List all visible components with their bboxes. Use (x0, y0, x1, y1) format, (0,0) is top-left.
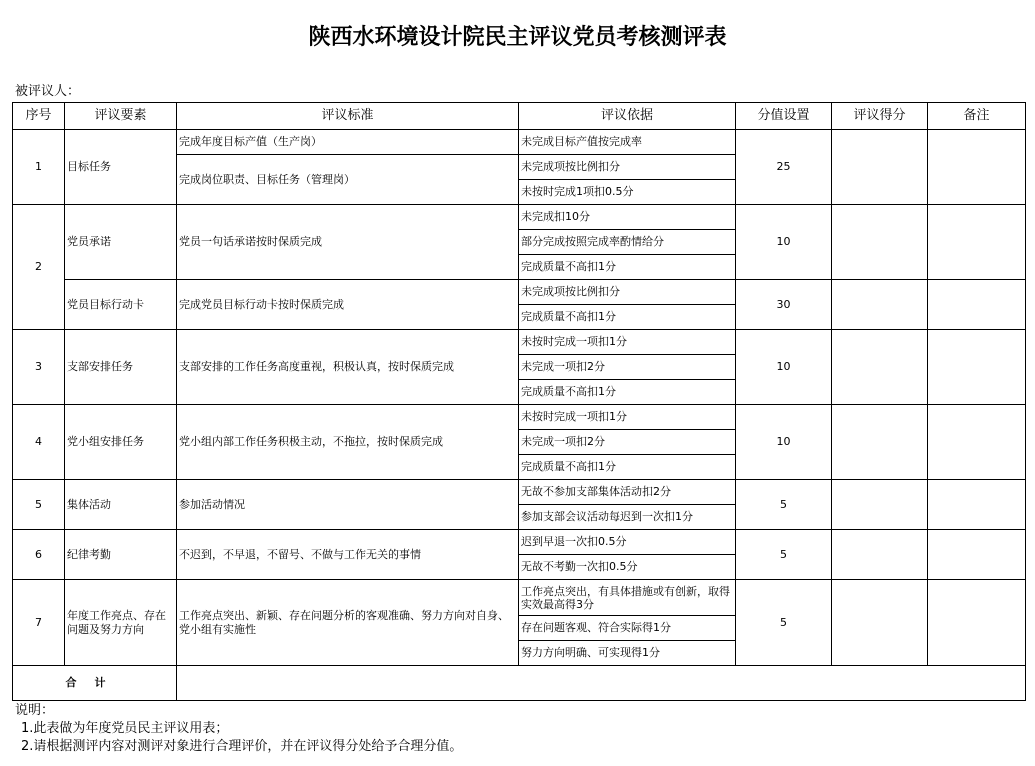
row-score-set: 10 (736, 330, 832, 405)
row-element: 支部安排任务 (65, 330, 177, 405)
score-given-cell[interactable] (832, 205, 928, 280)
row-score-set: 10 (736, 405, 832, 480)
row-element: 党员承诺 (65, 205, 177, 280)
row-basis: 未按时完成一项扣1分 (519, 330, 736, 355)
remarks-cell[interactable] (928, 130, 1026, 205)
row-basis: 未按时完成1项扣0.5分 (519, 180, 736, 205)
row-basis: 未完成扣10分 (519, 205, 736, 230)
score-given-cell[interactable] (832, 280, 928, 330)
table-row (13, 580, 1026, 616)
row-standard: 完成岗位职责、目标任务（管理岗） (177, 155, 519, 205)
table-row (13, 330, 1026, 355)
row-basis: 完成质量不高扣1分 (519, 455, 736, 480)
row-basis: 努力方向明确、可实现得1分 (519, 641, 736, 666)
row-score-set: 5 (736, 580, 832, 666)
score-given-cell[interactable] (832, 580, 928, 666)
row-element: 年度工作亮点、存在问题及努力方向 (65, 580, 177, 666)
row-basis: 未完成一项扣2分 (519, 430, 736, 455)
remarks-cell[interactable] (928, 205, 1026, 280)
row-basis: 未完成项按比例扣分 (519, 155, 736, 180)
row-basis: 未完成目标产值按完成率 (519, 130, 736, 155)
row-basis: 工作亮点突出，有具体措施或有创新，取得实效最高得3分 (519, 580, 736, 616)
evaluatee-label: 被评议人： (15, 84, 81, 99)
table-row (13, 530, 1026, 555)
row-score-set: 5 (736, 530, 832, 580)
notes-heading: 说明： (15, 703, 55, 718)
row-basis: 无故不参加支部集体活动扣2分 (519, 480, 736, 505)
row-basis: 完成质量不高扣1分 (519, 380, 736, 405)
remarks-cell[interactable] (928, 580, 1026, 666)
table-row (13, 480, 1026, 505)
row-element: 党小组安排任务 (65, 405, 177, 480)
row-no: 2 (13, 205, 65, 330)
table-row (13, 130, 1026, 155)
remarks-cell[interactable] (928, 280, 1026, 330)
row-basis: 完成质量不高扣1分 (519, 255, 736, 280)
remarks-cell[interactable] (928, 480, 1026, 530)
total-value-cell[interactable] (177, 666, 1026, 701)
score-given-cell[interactable] (832, 530, 928, 580)
row-score-set: 30 (736, 280, 832, 330)
remarks-cell[interactable] (928, 330, 1026, 405)
row-element: 目标任务 (65, 130, 177, 205)
header-score-set: 分值设置 (736, 103, 832, 130)
score-given-cell[interactable] (832, 480, 928, 530)
row-score-set: 10 (736, 205, 832, 280)
row-basis: 无故不考勤一次扣0.5分 (519, 555, 736, 580)
row-basis: 部分完成按照完成率酌情给分 (519, 230, 736, 255)
row-element: 纪律考勤 (65, 530, 177, 580)
row-standard: 党员一句话承诺按时保质完成 (177, 205, 519, 280)
row-standard: 不迟到，不早退，不留号、不做与工作无关的事情 (177, 530, 519, 580)
row-standard: 支部安排的工作任务高度重视，积极认真，按时保质完成 (177, 330, 519, 405)
row-basis: 未完成项按比例扣分 (519, 280, 736, 305)
row-basis: 参加支部会议活动每迟到一次扣1分 (519, 505, 736, 530)
row-standard: 工作亮点突出、新颖、存在问题分析的客观准确、努力方向对自身、党小组有实施性 (177, 580, 519, 666)
score-given-cell[interactable] (832, 405, 928, 480)
header-row (13, 103, 1026, 130)
row-no: 5 (13, 480, 65, 530)
row-basis: 未完成一项扣2分 (519, 355, 736, 380)
note-item: 2.请根据测评内容对测评对象进行合理评价，并在评议得分处给予合理分值。 (21, 739, 463, 754)
row-score-set: 25 (736, 130, 832, 205)
row-no: 4 (13, 405, 65, 480)
row-standard: 完成年度目标产值（生产岗） (177, 130, 519, 155)
header-remarks: 备注 (928, 103, 1026, 130)
table-row (13, 205, 1026, 230)
header-standard: 评议标准 (177, 103, 519, 130)
table-row (13, 280, 1026, 305)
total-label: 合计 (13, 666, 177, 701)
form-title: 陕西水环境设计院民主评议党员考核测评表 (308, 25, 727, 50)
note-item: 1.此表做为年度党员民主评议用表； (21, 721, 229, 736)
row-no: 1 (13, 130, 65, 205)
score-given-cell[interactable] (832, 130, 928, 205)
header-score-given: 评议得分 (832, 103, 928, 130)
notes (15, 702, 462, 756)
row-no: 3 (13, 330, 65, 405)
row-standard: 参加活动情况 (177, 480, 519, 530)
row-score-set: 5 (736, 480, 832, 530)
header-basis: 评议依据 (519, 103, 736, 130)
row-basis: 未按时完成一项扣1分 (519, 405, 736, 430)
row-basis: 存在问题客观、符合实际得1分 (519, 616, 736, 641)
remarks-cell[interactable] (928, 530, 1026, 580)
row-standard: 完成党员目标行动卡按时保质完成 (177, 280, 519, 330)
table-row (13, 405, 1026, 430)
header-no: 序号 (13, 103, 65, 130)
evaluation-table (12, 102, 1026, 701)
row-element: 党员目标行动卡 (65, 280, 177, 330)
row-standard: 党小组内部工作任务积极主动，不拖拉，按时保质完成 (177, 405, 519, 480)
score-given-cell[interactable] (832, 330, 928, 405)
row-element: 集体活动 (65, 480, 177, 530)
remarks-cell[interactable] (928, 405, 1026, 480)
header-element: 评议要素 (65, 103, 177, 130)
row-basis: 迟到早退一次扣0.5分 (519, 530, 736, 555)
row-no: 6 (13, 530, 65, 580)
total-row (13, 666, 1026, 701)
row-basis: 完成质量不高扣1分 (519, 305, 736, 330)
row-no: 7 (13, 580, 65, 666)
